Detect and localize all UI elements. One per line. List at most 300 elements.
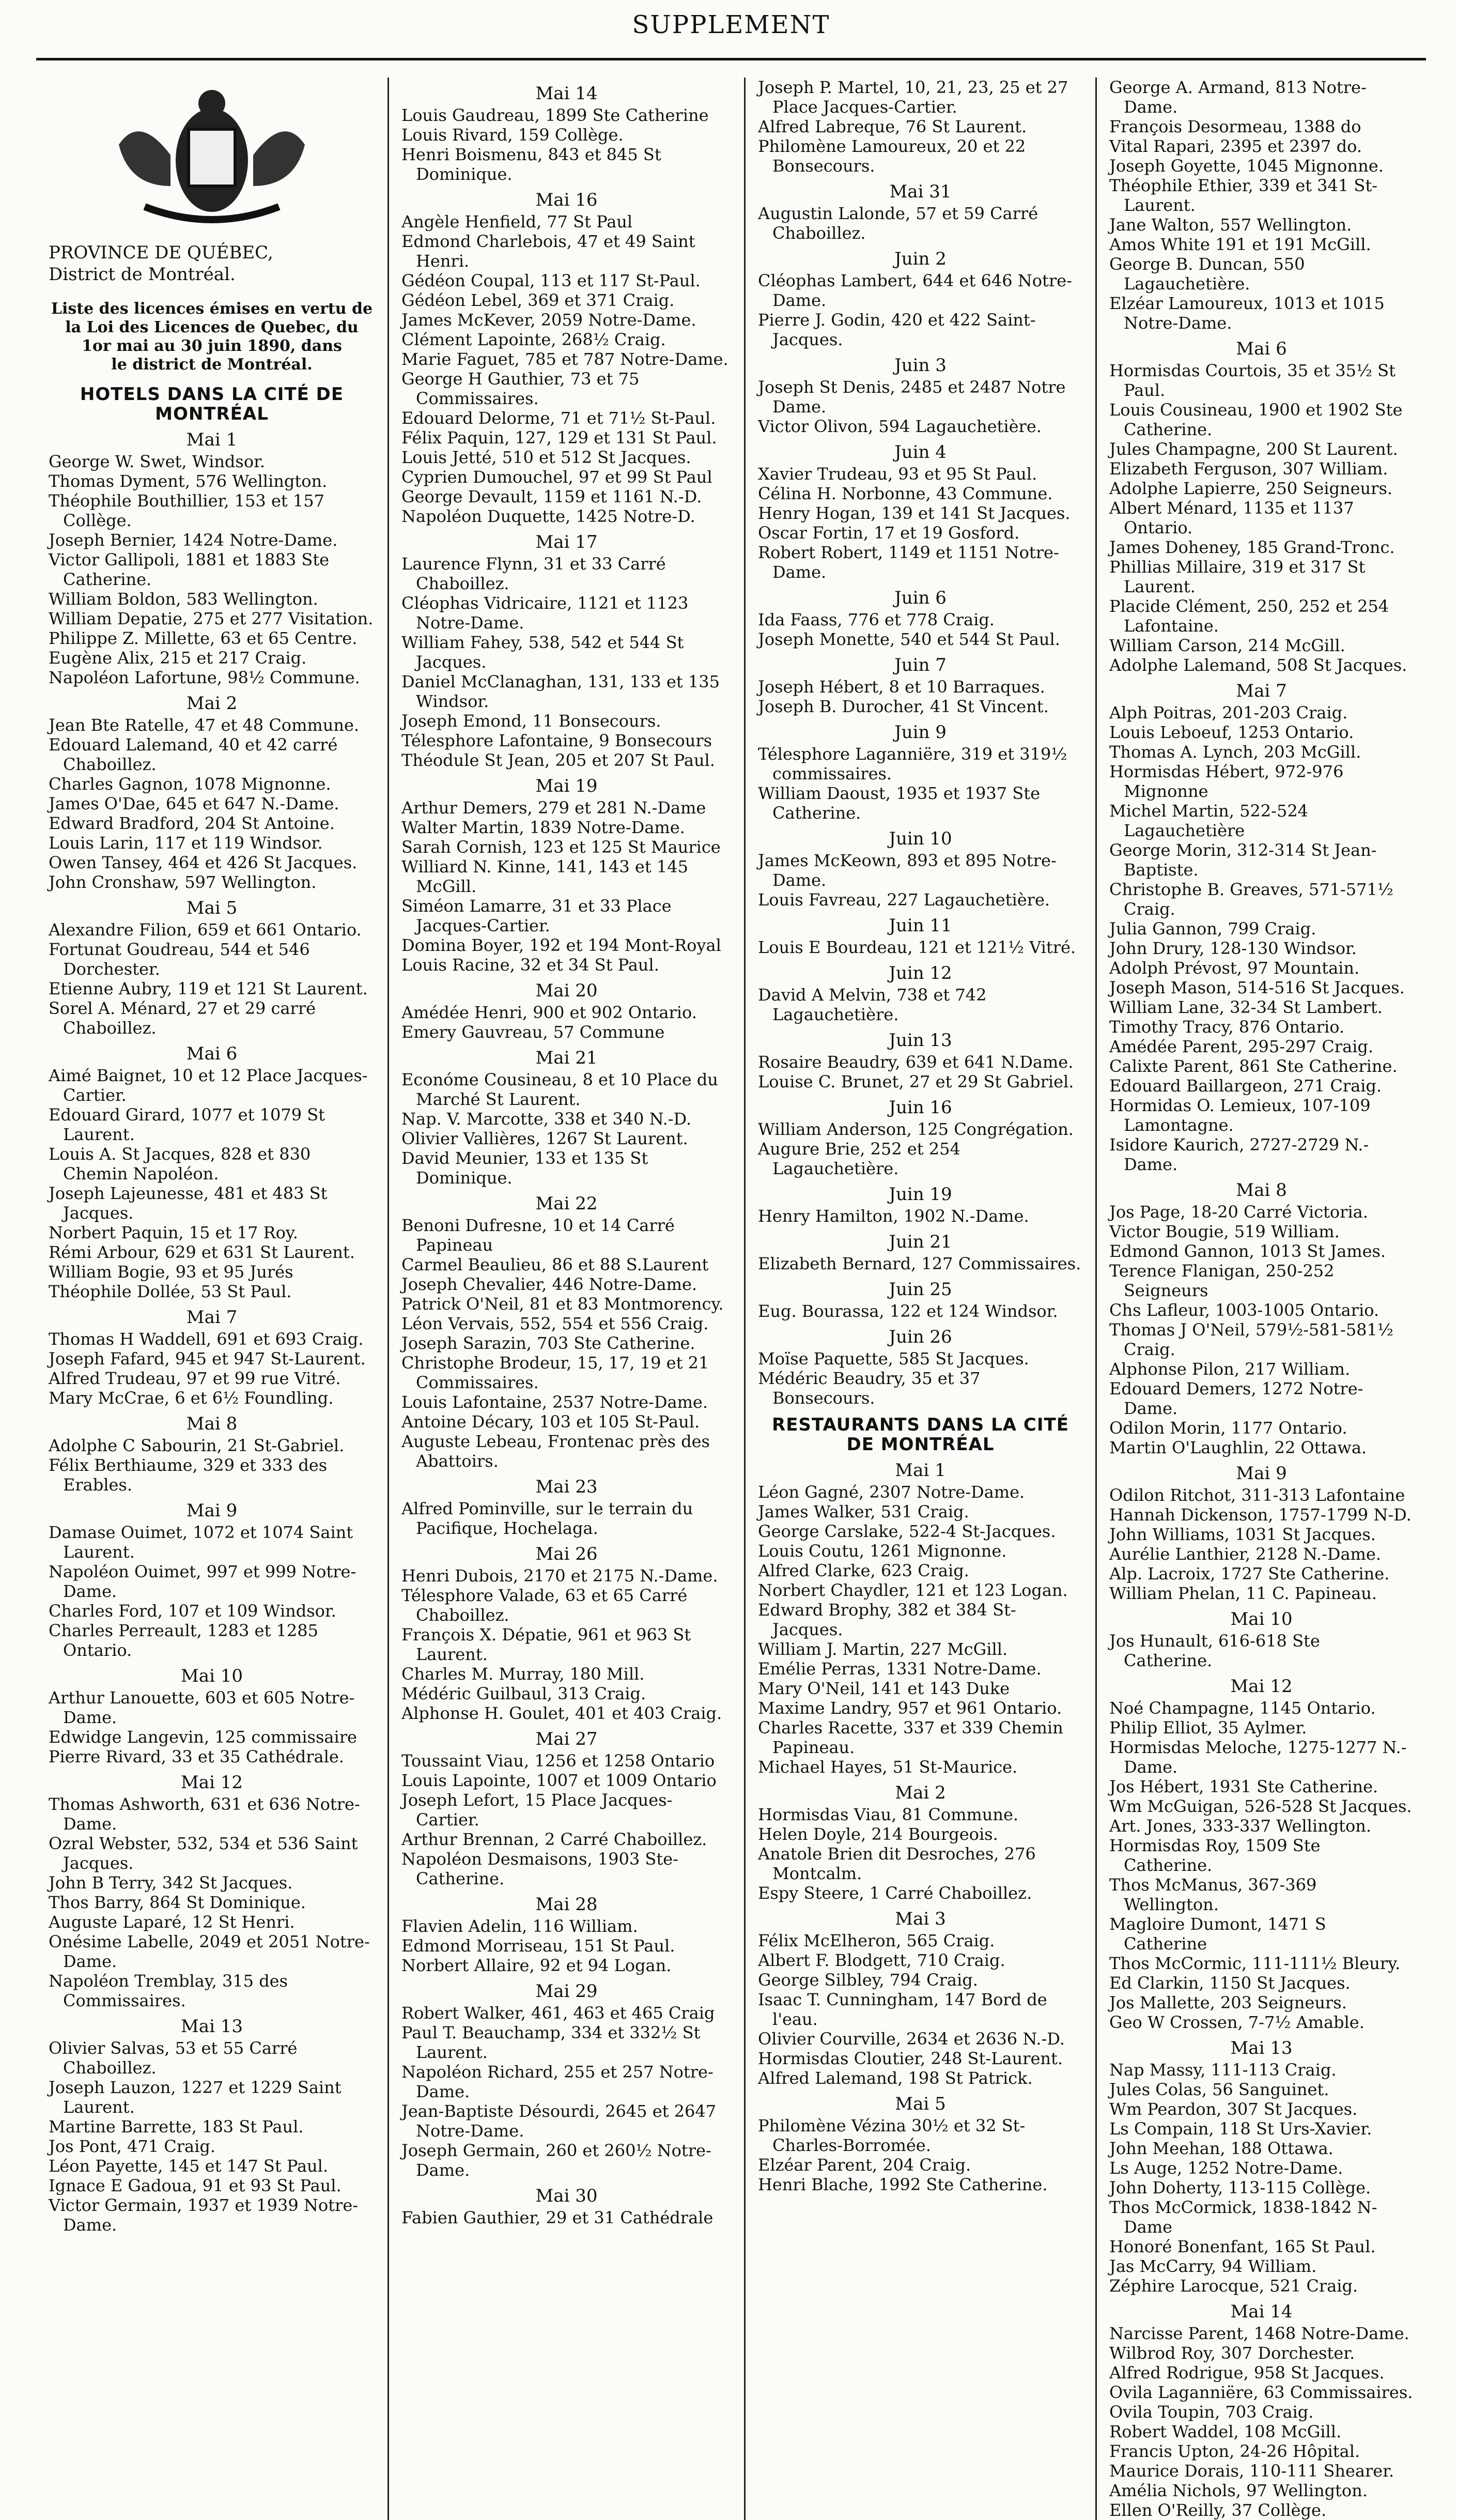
license-entry: Jane Walton, 557 Wellington. bbox=[1109, 215, 1352, 235]
date-heading: Juin 10 bbox=[889, 828, 952, 849]
license-entry: James O'Dae, 645 et 647 N.-Dame. bbox=[49, 794, 339, 813]
license-entry: James Doheney, 185 Grand-Tronc. bbox=[1109, 537, 1395, 557]
license-entry: Victor Olivon, 594 Lagauchetière. bbox=[758, 417, 1042, 436]
license-entry: Arthur Brennan, 2 Carré Chaboillez. bbox=[401, 1830, 707, 1849]
hotels-section-title: HOTELS DANS LA CITÉ DE MONTRÉAL bbox=[80, 384, 344, 424]
date-heading: Juin 7 bbox=[894, 655, 947, 675]
license-entry: Jos Pont, 471 Craig. bbox=[49, 2137, 215, 2156]
license-entry: William Lane, 32-34 St Lambert. bbox=[1109, 997, 1383, 1017]
license-entry: Geo W Crossen, 7-7½ Amable. bbox=[1109, 2012, 1365, 2032]
license-entry: George Devault, 1159 et 1161 N.-D. bbox=[401, 487, 702, 506]
license-entry: Gédéon Coupal, 113 et 117 St-Paul. bbox=[401, 271, 701, 290]
license-entry: Damase Ouimet, 1072 et 1074 Saint Laurent. bbox=[49, 1523, 353, 1562]
license-entry: Francis Upton, 24-26 Hôpital. bbox=[1109, 2441, 1360, 2461]
license-entry: Médéric Guilbaul, 313 Craig. bbox=[401, 1684, 646, 1703]
license-entry: Alp. Lacroix, 1727 Ste Catherine. bbox=[1109, 1564, 1390, 1584]
license-entry: Joseph B. Durocher, 41 St Vincent. bbox=[758, 697, 1049, 716]
license-entry: William Depatie, 275 et 277 Visitation. bbox=[49, 609, 374, 628]
date-heading: Juin 26 bbox=[889, 1327, 952, 1347]
date-heading: Mai 21 bbox=[535, 1048, 598, 1068]
license-entry: Olivier Salvas, 53 et 55 Carré Chaboillez. bbox=[49, 2038, 298, 2078]
license-notice bbox=[49, 300, 375, 374]
license-entry: Magloire Dumont, 1471 S Catherine bbox=[1109, 1914, 1326, 1954]
license-entry: Noé Champagne, 1145 Ontario. bbox=[1109, 1698, 1376, 1718]
license-entry: Léon Payette, 145 et 147 St Paul. bbox=[49, 2156, 329, 2176]
license-entry: Napoléon Ouimet, 997 et 999 Notre-Dame. bbox=[49, 1562, 357, 1601]
license-entry: Adolphe Lalemand, 508 St Jacques. bbox=[1109, 655, 1407, 675]
license-entry: Louis Favreau, 227 Lagauchetière. bbox=[758, 890, 1050, 910]
license-entry: François Desormeau, 1388 do bbox=[1109, 117, 1361, 136]
notice-line: la Loi des Licences de Quebec, du bbox=[65, 318, 359, 336]
license-entry: Edouard Baillargeon, 271 Craig. bbox=[1109, 1076, 1382, 1096]
license-entry: Henri Blache, 1992 Ste Catherine. bbox=[758, 2175, 1048, 2194]
license-entry: Gédéon Lebel, 369 et 371 Craig. bbox=[401, 290, 675, 310]
license-entry: Nap. V. Marcotte, 338 et 340 N.-D. bbox=[401, 1109, 692, 1129]
date-heading: Mai 9 bbox=[1236, 1463, 1287, 1484]
license-entry: Félix Paquin, 127, 129 et 131 St Paul. bbox=[401, 428, 717, 448]
license-entry: Joseph Goyette, 1045 Mignonne. bbox=[1109, 156, 1384, 176]
license-entry: Edward Bradford, 204 St Antoine. bbox=[49, 813, 335, 833]
license-entry: Zéphire Larocque, 521 Craig. bbox=[1109, 2276, 1358, 2296]
license-entry: Elizabeth Ferguson, 307 William. bbox=[1109, 459, 1388, 479]
license-entry: Paul T. Beauchamp, 334 et 332½ St Laurent. bbox=[401, 2023, 701, 2062]
license-entry: Théophile Ethier, 339 et 341 St-Laurent. bbox=[1109, 176, 1378, 215]
license-entry: Léon Gagné, 2307 Notre-Dame. bbox=[758, 1482, 1025, 1502]
date-heading: Mai 13 bbox=[1230, 2038, 1293, 2058]
license-entry: Louis Larin, 117 et 119 Windsor. bbox=[49, 833, 323, 853]
license-entry: Wilbrod Roy, 307 Dorchester. bbox=[1109, 2343, 1355, 2363]
license-entry: Alexandre Filion, 659 et 661 Ontario. bbox=[49, 920, 362, 940]
date-heading: Mai 14 bbox=[535, 83, 598, 104]
license-entry: Thomas Ashworth, 631 et 636 Notre-Dame. bbox=[49, 1794, 360, 1834]
license-entry: Owen Tansey, 464 et 426 St Jacques. bbox=[49, 853, 358, 872]
date-heading: Juin 2 bbox=[894, 249, 947, 269]
license-entry: Hormisdas Meloche, 1275-1277 N.-Dame. bbox=[1109, 1738, 1407, 1777]
license-entry: Xavier Trudeau, 93 et 95 St Paul. bbox=[758, 464, 1037, 484]
license-entry: Ls Auge, 1252 Notre-Dame. bbox=[1109, 2158, 1343, 2178]
license-entry: Alfred Lalemand, 198 St Patrick. bbox=[758, 2068, 1033, 2088]
license-entry: Charles Racette, 337 et 339 Chemin Papineau. bbox=[758, 1718, 1063, 1757]
license-entry: Olivier Courville, 2634 et 2636 N.-D. bbox=[758, 2029, 1065, 2049]
license-entry: Nap Massy, 111-113 Craig. bbox=[1109, 2060, 1337, 2080]
license-entry: Flavien Adelin, 116 William. bbox=[401, 1916, 638, 1936]
license-entry: Amos White 191 et 191 McGill. bbox=[1109, 235, 1371, 254]
license-entry: Odilon Ritchot, 311-313 Lafontaine bbox=[1109, 1485, 1405, 1505]
license-entry: Théophile Bouthillier, 153 et 157 Collège. bbox=[49, 491, 324, 530]
license-entry: James McKeown, 893 et 895 Notre-Dame. bbox=[758, 851, 1057, 890]
license-entry: Victor Gallipoli, 1881 et 1883 Ste Catherine. bbox=[49, 550, 330, 589]
license-entry: Edouard Delorme, 71 et 71½ St-Paul. bbox=[401, 408, 716, 428]
date-heading: Mai 13 bbox=[180, 2016, 243, 2037]
license-entry: Adolph Prévost, 97 Mountain. bbox=[1109, 958, 1360, 978]
license-entry: Jos Page, 18-20 Carré Victoria. bbox=[1109, 1202, 1368, 1222]
date-heading: Mai 5 bbox=[895, 2094, 946, 2114]
license-entry: Elizabeth Bernard, 127 Commissaires. bbox=[758, 1254, 1081, 1273]
license-entry: Joseph Monette, 540 et 544 St Paul. bbox=[758, 629, 1060, 649]
license-entry: Cléophas Lambert, 644 et 646 Notre-Dame. bbox=[758, 271, 1072, 310]
license-entry: Louis Coutu, 1261 Mignonne. bbox=[758, 1541, 1007, 1561]
district-label: District de Montréal. bbox=[49, 264, 236, 285]
date-heading: Mai 12 bbox=[1230, 1676, 1293, 1697]
license-entry: Philip Elliot, 35 Aylmer. bbox=[1109, 1718, 1307, 1738]
license-entry: Thomas J O'Neil, 579½-581-581½ Craig. bbox=[1109, 1320, 1393, 1359]
license-entry: Louis Lafontaine, 2537 Notre-Dame. bbox=[401, 1392, 708, 1412]
license-entry: Benoni Dufresne, 10 et 14 Carré Papineau bbox=[401, 1216, 675, 1255]
license-entry: Ed Clarkin, 1150 St Jacques. bbox=[1109, 1973, 1351, 1993]
license-entry: Ls Compain, 118 St Urs-Xavier. bbox=[1109, 2119, 1372, 2139]
license-entry: Hormisdas Cloutier, 248 St-Laurent. bbox=[758, 2049, 1063, 2068]
license-entry: Siméon Lamarre, 31 et 33 Place Jacques-Cartier. bbox=[401, 896, 672, 935]
license-entry: Edmond Gannon, 1013 St James. bbox=[1109, 1241, 1386, 1261]
license-entry: Carmel Beaulieu, 86 et 88 S.Laurent bbox=[401, 1255, 709, 1274]
license-entry: Vital Rapari, 2395 et 2397 do. bbox=[1109, 136, 1362, 156]
license-entry: George Carslake, 522-4 St-Jacques. bbox=[758, 1522, 1056, 1541]
license-entry: Toussaint Viau, 1256 et 1258 Ontario bbox=[401, 1751, 715, 1771]
license-entry: Joseph P. Martel, 10, 21, 23, 25 et 27 Place Jacques-Cartier. bbox=[758, 78, 1068, 117]
license-entry: John Cronshaw, 597 Wellington. bbox=[49, 872, 317, 892]
license-entry: Edouard Demers, 1272 Notre-Dame. bbox=[1109, 1379, 1363, 1418]
license-entry: Philippe Z. Millette, 63 et 65 Centre. bbox=[49, 628, 358, 648]
license-entry: Joseph Mason, 514-516 St Jacques. bbox=[1109, 978, 1405, 997]
license-entry: Jules Colas, 56 Sanguinet. bbox=[1109, 2080, 1329, 2099]
license-entry: Thomas H Waddell, 691 et 693 Craig. bbox=[49, 1329, 364, 1349]
license-entry: James Walker, 531 Craig. bbox=[758, 1502, 969, 1522]
license-entry: Albert F. Blodgett, 710 Craig. bbox=[758, 1950, 1005, 1970]
license-entry: Louise C. Brunet, 27 et 29 St Gabriel. bbox=[758, 1072, 1074, 1092]
license-entry: Elzéar Parent, 204 Craig. bbox=[758, 2155, 971, 2175]
license-entry: Jean Bte Ratelle, 47 et 48 Commune. bbox=[49, 715, 360, 735]
license-entry: Odilon Morin, 1177 Ontario. bbox=[1109, 1418, 1347, 1438]
license-entry: Norbert Allaire, 92 et 94 Logan. bbox=[401, 1956, 672, 1975]
license-entry: Joseph Lajeunesse, 481 et 483 St Jacques. bbox=[49, 1184, 328, 1223]
license-entry: George Silbley, 794 Craig. bbox=[758, 1970, 978, 1990]
date-heading: Mai 20 bbox=[535, 980, 598, 1001]
license-entry: Cléophas Vidricaire, 1121 et 1123 Notre-Dame. bbox=[401, 593, 689, 633]
license-entry: Joseph Bernier, 1424 Notre-Dame. bbox=[49, 530, 338, 550]
license-entry: Télesphore Laganniëre, 319 et 319½ commissaires. bbox=[758, 744, 1067, 783]
license-entry: Alfred Labreque, 76 St Laurent. bbox=[758, 117, 1027, 136]
license-entry: Cyprien Dumouchel, 97 et 99 St Paul bbox=[401, 467, 712, 487]
license-entry: Ellen O'Reilly, 37 Collège. bbox=[1109, 2500, 1327, 2520]
date-heading: Mai 2 bbox=[186, 693, 238, 714]
license-entry: Edmond Morriseau, 151 St Paul. bbox=[401, 1936, 675, 1956]
license-entry: Félix Berthiaume, 329 et 333 des Erables. bbox=[49, 1455, 328, 1495]
license-entry: Domina Boyer, 192 et 194 Mont-Royal bbox=[401, 935, 721, 955]
notice-line: Liste des licences émises en vertu de bbox=[51, 300, 373, 318]
license-entry: Oscar Fortin, 17 et 19 Gosford. bbox=[758, 523, 1020, 543]
license-entry: Económe Cousineau, 8 et 10 Place du Marché St Laurent. bbox=[401, 1070, 718, 1109]
license-entry: Alphonse Pilon, 217 William. bbox=[1109, 1359, 1351, 1379]
license-entry: Hormisdas Viau, 81 Commune. bbox=[758, 1805, 1019, 1824]
license-entry: Napoléon Richard, 255 et 257 Notre-Dame. bbox=[401, 2062, 714, 2101]
license-entry: Augustin Lalonde, 57 et 59 Carré Chaboillez. bbox=[758, 204, 1038, 243]
license-entry: Napoléon Duquette, 1425 Notre-D. bbox=[401, 506, 695, 526]
license-entry: Eug. Bourassa, 122 et 124 Windsor. bbox=[758, 1301, 1058, 1321]
license-entry: David Meunier, 133 et 135 St Dominique. bbox=[401, 1148, 648, 1188]
license-entry: Joseph Sarazin, 703 Ste Catherine. bbox=[401, 1333, 695, 1353]
license-entry: William Daoust, 1935 et 1937 Ste Catherine. bbox=[758, 783, 1040, 823]
license-entry: Art. Jones, 333-337 Wellington. bbox=[1109, 1816, 1372, 1836]
license-entry: John B Terry, 342 St Jacques. bbox=[49, 1873, 293, 1893]
license-entry: Léon Vervais, 552, 554 et 556 Craig. bbox=[401, 1314, 709, 1333]
license-entry: Martine Barrette, 183 St Paul. bbox=[49, 2117, 304, 2137]
license-entry: Rémi Arbour, 629 et 631 St Laurent. bbox=[49, 1242, 355, 1262]
page-title: SUPPLEMENT bbox=[632, 10, 830, 39]
license-entry: James McKever, 2059 Notre-Dame. bbox=[401, 310, 696, 330]
license-entry: George H Gauthier, 73 et 75 Commissaires. bbox=[401, 369, 640, 408]
date-heading: Mai 6 bbox=[1236, 339, 1287, 359]
date-heading: Mai 8 bbox=[186, 1413, 238, 1434]
date-heading: Mai 1 bbox=[895, 1460, 946, 1481]
license-entry: Augure Brie, 252 et 254 Lagauchetière. bbox=[758, 1139, 960, 1178]
license-entry: Fortunat Goudreau, 544 et 546 Dorchester. bbox=[49, 940, 310, 979]
license-entry: Jules Champagne, 200 St Laurent. bbox=[1109, 439, 1398, 459]
notice-line: 1or mai au 30 juin 1890, dans bbox=[82, 337, 342, 355]
license-entry: Auguste Lebeau, Frontenac près des Abattoirs. bbox=[401, 1432, 710, 1471]
license-entry: Hormisdas Roy, 1509 Ste Catherine. bbox=[1109, 1836, 1321, 1875]
license-entry: Amélia Nichols, 97 Wellington. bbox=[1109, 2481, 1368, 2500]
license-entry: Charles Gagnon, 1078 Mignonne. bbox=[49, 774, 331, 794]
date-heading: Mai 28 bbox=[535, 1894, 598, 1915]
license-entry: Isidore Kaurich, 2727-2729 N.-Dame. bbox=[1109, 1135, 1369, 1174]
license-entry: Charles Perreault, 1283 et 1285 Ontario. bbox=[49, 1621, 318, 1660]
license-entry: William Bogie, 93 et 95 Jurés bbox=[49, 1262, 293, 1282]
license-entry: George W. Swet, Windsor. bbox=[49, 452, 266, 471]
date-heading: Mai 10 bbox=[180, 1666, 243, 1686]
license-entry: François X. Dépatie, 961 et 963 St Laurent. bbox=[401, 1625, 691, 1664]
license-entry: Eugène Alix, 215 et 217 Craig. bbox=[49, 648, 307, 668]
date-heading: Mai 30 bbox=[535, 2186, 598, 2206]
license-entry: Sorel A. Ménard, 27 et 29 carré Chaboillez. bbox=[49, 998, 316, 1038]
license-entry: Etienne Aubry, 119 et 121 St Laurent. bbox=[49, 979, 368, 998]
license-entry: Placide Clément, 250, 252 et 254 Lafontaine. bbox=[1109, 596, 1389, 636]
license-entry: Michel Martin, 522-524 Lagauchetière bbox=[1109, 801, 1309, 840]
license-entry: Télesphore Lafontaine, 9 Bonsecours bbox=[401, 731, 712, 750]
license-entry: Timothy Tracy, 876 Ontario. bbox=[1109, 1017, 1345, 1037]
license-entry: John Williams, 1031 St Jacques. bbox=[1109, 1525, 1376, 1544]
license-entry: Pierre J. Godin, 420 et 422 Saint-Jacques. bbox=[758, 310, 1036, 349]
license-entry: Antoine Décary, 103 et 105 St-Paul. bbox=[401, 1412, 700, 1432]
date-heading: Mai 27 bbox=[535, 1729, 598, 1749]
license-entry: Robert Robert, 1149 et 1151 Notre-Dame. bbox=[758, 543, 1059, 582]
license-entry: Télesphore Valade, 63 et 65 Carré Chaboillez. bbox=[401, 1586, 688, 1625]
license-entry: Edouard Lalemand, 40 et 42 carré Chaboillez. bbox=[49, 735, 338, 774]
columns-container bbox=[36, 78, 1426, 2520]
license-entry: Alphonse H. Goulet, 401 et 403 Craig. bbox=[401, 1703, 722, 1723]
license-entry: Phillias Millaire, 319 et 317 St Laurent. bbox=[1109, 557, 1366, 596]
date-heading: Mai 9 bbox=[186, 1500, 238, 1521]
license-entry: Joseph Lauzon, 1227 et 1229 Saint Laurent. bbox=[49, 2078, 342, 2117]
license-entry: Fabien Gauthier, 29 et 31 Cathédrale bbox=[401, 2208, 714, 2227]
license-entry: Thos McCormick, 1838-1842 N-Dame bbox=[1109, 2198, 1377, 2237]
license-entry: Henry Hogan, 139 et 141 St Jacques. bbox=[758, 503, 1071, 523]
license-entry: Félix McElheron, 565 Craig. bbox=[758, 1931, 995, 1950]
date-heading: Mai 10 bbox=[1230, 1609, 1293, 1630]
column-1 bbox=[36, 78, 388, 2520]
license-entry: Thos Barry, 864 St Dominique. bbox=[49, 1893, 306, 1912]
license-entry: Maxime Landry, 957 et 961 Ontario. bbox=[758, 1698, 1062, 1718]
license-entry: Moïse Paquette, 585 St Jacques. bbox=[758, 1349, 1029, 1369]
license-entry: Alph Poitras, 201-203 Craig. bbox=[1109, 703, 1348, 723]
license-entry: Célina H. Norbonne, 43 Commune. bbox=[758, 484, 1053, 503]
license-entry: Thos McManus, 367-369 Wellington. bbox=[1109, 1875, 1317, 1914]
date-heading: Mai 8 bbox=[1236, 1180, 1287, 1201]
license-entry: Honoré Bonenfant, 165 St Paul. bbox=[1109, 2237, 1376, 2256]
date-heading: Mai 31 bbox=[889, 181, 952, 202]
license-entry: Albert Ménard, 1135 et 1137 Ontario. bbox=[1109, 498, 1354, 537]
license-entry: Théophile Dollée, 53 St Paul. bbox=[49, 1282, 292, 1301]
license-entry: Olivier Vallières, 1267 St Laurent. bbox=[401, 1129, 688, 1148]
license-entry: Joseph St Denis, 2485 et 2487 Notre Dame. bbox=[758, 377, 1066, 417]
license-entry: Hannah Dickenson, 1757-1799 N-D. bbox=[1109, 1505, 1412, 1525]
license-entry: Edwidge Langevin, 125 commissaire bbox=[49, 1727, 357, 1747]
notice-line: le district de Montréal. bbox=[111, 356, 313, 374]
header-rule bbox=[36, 58, 1426, 60]
license-entry: Henry Hamilton, 1902 N.-Dame. bbox=[758, 1206, 1029, 1226]
license-entry: Emélie Perras, 1331 Notre-Dame. bbox=[758, 1659, 1042, 1679]
license-entry: Williard N. Kinne, 141, 143 et 145 McGill. bbox=[401, 857, 688, 896]
license-entry: Charles M. Murray, 180 Mill. bbox=[401, 1664, 645, 1684]
license-entry: Onésime Labelle, 2049 et 2051 Notre-Dame. bbox=[49, 1932, 370, 1971]
column-3 bbox=[744, 78, 1095, 2520]
license-entry: Médéric Beaudry, 35 et 37 Bonsecours. bbox=[758, 1369, 981, 1408]
license-entry: Ida Faass, 776 et 778 Craig. bbox=[758, 610, 995, 629]
license-entry: Robert Walker, 461, 463 et 465 Craig bbox=[401, 2003, 715, 2023]
license-entry: Norbert Chaydler, 121 et 123 Logan. bbox=[758, 1580, 1068, 1600]
license-entry: Louis Gaudreau, 1899 Ste Catherine bbox=[401, 105, 709, 125]
license-entry: Alfred Rodrigue, 958 St Jacques. bbox=[1109, 2363, 1385, 2383]
license-entry: Aurélie Lanthier, 2128 N.-Dame. bbox=[1109, 1544, 1381, 1564]
license-entry: Emery Gauvreau, 57 Commune bbox=[401, 1022, 665, 1042]
license-entry: Joseph Hébert, 8 et 10 Barraques. bbox=[758, 677, 1045, 697]
license-entry: Louis Cousineau, 1900 et 1902 Ste Catherine. bbox=[1109, 400, 1403, 439]
date-heading: Mai 19 bbox=[535, 776, 598, 796]
date-heading: Mai 29 bbox=[535, 1981, 598, 2002]
license-entry: Ovila Toupin, 703 Craig. bbox=[1109, 2402, 1314, 2422]
license-entry: Philomène Vézina 30½ et 32 St-Charles-Borromée. bbox=[758, 2116, 1026, 2155]
license-entry: George A. Armand, 813 Notre-Dame. bbox=[1109, 78, 1367, 117]
license-entry: Henri Dubois, 2170 et 2175 N.-Dame. bbox=[401, 1566, 718, 1586]
license-entry: Joseph Chevalier, 446 Notre-Dame. bbox=[401, 1274, 698, 1294]
license-entry: Christophe B. Greaves, 571-571½ Craig. bbox=[1109, 880, 1393, 919]
license-entry: Louis Jetté, 510 et 512 St Jacques. bbox=[401, 448, 691, 467]
license-entry: Thos McCormic, 111-111½ Bleury. bbox=[1109, 1954, 1401, 1973]
date-heading: Mai 12 bbox=[180, 1772, 243, 1793]
license-entry: Joseph Germain, 260 et 260½ Notre-Dame. bbox=[401, 2141, 711, 2180]
license-entry: Thomas Dyment, 576 Wellington. bbox=[49, 471, 328, 491]
license-entry: Hormisdas Courtois, 35 et 35½ St Paul. bbox=[1109, 361, 1396, 400]
license-entry: Louis A. St Jacques, 828 et 830 Chemin Napoléon. bbox=[49, 1144, 311, 1184]
date-heading: Juin 21 bbox=[889, 1232, 952, 1252]
date-heading: Mai 16 bbox=[535, 190, 598, 210]
license-entry: Louis Leboeuf, 1253 Ontario. bbox=[1109, 723, 1354, 742]
license-entry: William J. Martin, 227 McGill. bbox=[758, 1639, 1008, 1659]
license-entry: Jos Mallette, 203 Seigneurs. bbox=[1109, 1993, 1347, 2012]
license-entry: Jos Hébert, 1931 Ste Catherine. bbox=[1109, 1777, 1378, 1796]
date-heading: Mai 22 bbox=[535, 1193, 598, 1214]
license-entry: Alfred Trudeau, 97 et 99 rue Vitré. bbox=[49, 1369, 341, 1388]
license-entry: Jas McCarry, 94 William. bbox=[1109, 2256, 1317, 2276]
date-heading: Mai 5 bbox=[186, 898, 238, 918]
date-heading: Juin 13 bbox=[889, 1030, 952, 1051]
date-heading: Juin 19 bbox=[889, 1184, 952, 1205]
date-heading: Mai 17 bbox=[535, 532, 598, 552]
license-entry: Espy Steere, 1 Carré Chaboillez. bbox=[758, 1883, 1032, 1903]
license-entry: Arthur Demers, 279 et 281 N.-Dame bbox=[401, 798, 706, 818]
license-entry: Jos Hunault, 616-618 Ste Catherine. bbox=[1109, 1631, 1320, 1670]
license-entry: Théodule St Jean, 205 et 207 St Paul. bbox=[401, 750, 715, 770]
license-entry: Louis Racine, 32 et 34 St Paul. bbox=[401, 955, 659, 975]
license-entry: Henri Boismenu, 843 et 845 St Dominique. bbox=[401, 145, 661, 184]
license-entry: Julia Gannon, 799 Craig. bbox=[1109, 919, 1316, 939]
license-entry: Jean-Baptiste Désourdi, 2645 et 2647 Notre-Dame. bbox=[401, 2101, 717, 2141]
date-heading: Juin 9 bbox=[894, 722, 947, 743]
license-entry: Ozral Webster, 532, 534 et 536 Saint Jacques. bbox=[49, 1834, 358, 1873]
license-entry: Aimé Baignet, 10 et 12 Place Jacques-Cartier. bbox=[49, 1066, 368, 1105]
license-entry: Daniel McClanaghan, 131, 133 et 135 Windsor. bbox=[401, 672, 720, 711]
license-entry: Marie Faguet, 785 et 787 Notre-Dame. bbox=[401, 349, 729, 369]
license-entry: Martin O'Laughlin, 22 Ottawa. bbox=[1109, 1438, 1367, 1457]
license-entry: George B. Duncan, 550 Lagauchetière. bbox=[1109, 254, 1305, 294]
license-entry: William Fahey, 538, 542 et 544 St Jacques. bbox=[401, 633, 684, 672]
license-entry: William Phelan, 11 C. Papineau. bbox=[1109, 1584, 1377, 1603]
license-entry: Victor Germain, 1937 et 1939 Notre-Dame. bbox=[49, 2195, 359, 2235]
license-entry: Napoléon Desmaisons, 1903 Ste-Catherine. bbox=[401, 1849, 678, 1888]
license-entry: Maurice Dorais, 110-111 Shearer. bbox=[1109, 2461, 1394, 2481]
license-entry: Napoléon Tremblay, 315 des Commissaires. bbox=[49, 1971, 288, 2010]
date-heading: Juin 12 bbox=[889, 963, 952, 984]
license-entry: Ignace E Gadoua, 91 et 93 St Paul. bbox=[49, 2176, 342, 2195]
license-entry: Adolphe Lapierre, 250 Seigneurs. bbox=[1109, 479, 1393, 498]
license-entry: William Carson, 214 McGill. bbox=[1109, 636, 1345, 655]
license-entry: David A Melvin, 738 et 742 Lagauchetière. bbox=[758, 985, 987, 1024]
license-entry: Helen Doyle, 214 Bourgeois. bbox=[758, 1824, 998, 1844]
date-heading: Mai 26 bbox=[535, 1544, 598, 1564]
license-entry: Terence Flanigan, 250-252 Seigneurs bbox=[1109, 1261, 1335, 1300]
license-entry: Arthur Lanouette, 603 et 605 Notre-Dame. bbox=[49, 1688, 355, 1727]
license-entry: Wm McGuigan, 526-528 St Jacques. bbox=[1109, 1796, 1412, 1816]
license-entry: Thomas A. Lynch, 203 McGill. bbox=[1109, 742, 1361, 762]
license-entry: Mary McCrae, 6 et 6½ Foundling. bbox=[49, 1388, 334, 1408]
section-title: RESTAURANTS DANS LA CITÉ DE MONTRÉAL bbox=[772, 1415, 1069, 1455]
license-entry: Adolphe C Sabourin, 21 St-Gabriel. bbox=[49, 1436, 345, 1455]
date-heading: Juin 4 bbox=[894, 442, 947, 463]
license-entry: Walter Martin, 1839 Notre-Dame. bbox=[401, 818, 685, 837]
date-heading: Mai 7 bbox=[186, 1307, 238, 1328]
license-entry: Ovila Laganniëre, 63 Commissaires. bbox=[1109, 2383, 1413, 2402]
license-entry: Wm Peardon, 307 St Jacques. bbox=[1109, 2099, 1358, 2119]
date-heading: Mai 6 bbox=[186, 1043, 238, 1064]
license-entry: Edmond Charlebois, 47 et 49 Saint Henri. bbox=[401, 232, 695, 271]
license-entry: Hormisdas Hébert, 972-976 Mignonne bbox=[1109, 762, 1344, 801]
license-entry: Auguste Laparé, 12 St Henri. bbox=[49, 1912, 295, 1932]
page-header bbox=[36, 10, 1426, 52]
license-entry: Joseph Emond, 11 Bonsecours. bbox=[401, 711, 661, 731]
date-heading: Mai 1 bbox=[186, 429, 238, 450]
date-heading: Mai 14 bbox=[1230, 2301, 1293, 2322]
license-entry: Robert Waddel, 108 McGill. bbox=[1109, 2422, 1342, 2441]
license-entry: Louis E Bourdeau, 121 et 121½ Vitré. bbox=[758, 938, 1076, 957]
license-entry: William Boldon, 583 Wellington. bbox=[49, 589, 318, 609]
license-entry: Philomène Lamoureux, 20 et 22 Bonsecours. bbox=[758, 136, 1026, 176]
license-entry: Mary O'Neil, 141 et 143 Duke bbox=[758, 1679, 1010, 1698]
license-entry: Edouard Girard, 1077 et 1079 St Laurent. bbox=[49, 1105, 326, 1144]
license-entry: Louis Lapointe, 1007 et 1009 Ontario bbox=[401, 1771, 717, 1790]
license-entry: Napoléon Lafortune, 98½ Commune. bbox=[49, 668, 360, 687]
license-entry: Amédée Parent, 295-297 Craig. bbox=[1109, 1037, 1374, 1056]
license-entry: Elzéar Lamoureux, 1013 et 1015 Notre-Dame. bbox=[1109, 294, 1385, 333]
license-entry: Hormidas O. Lemieux, 107-109 Lamontagne. bbox=[1109, 1096, 1371, 1135]
